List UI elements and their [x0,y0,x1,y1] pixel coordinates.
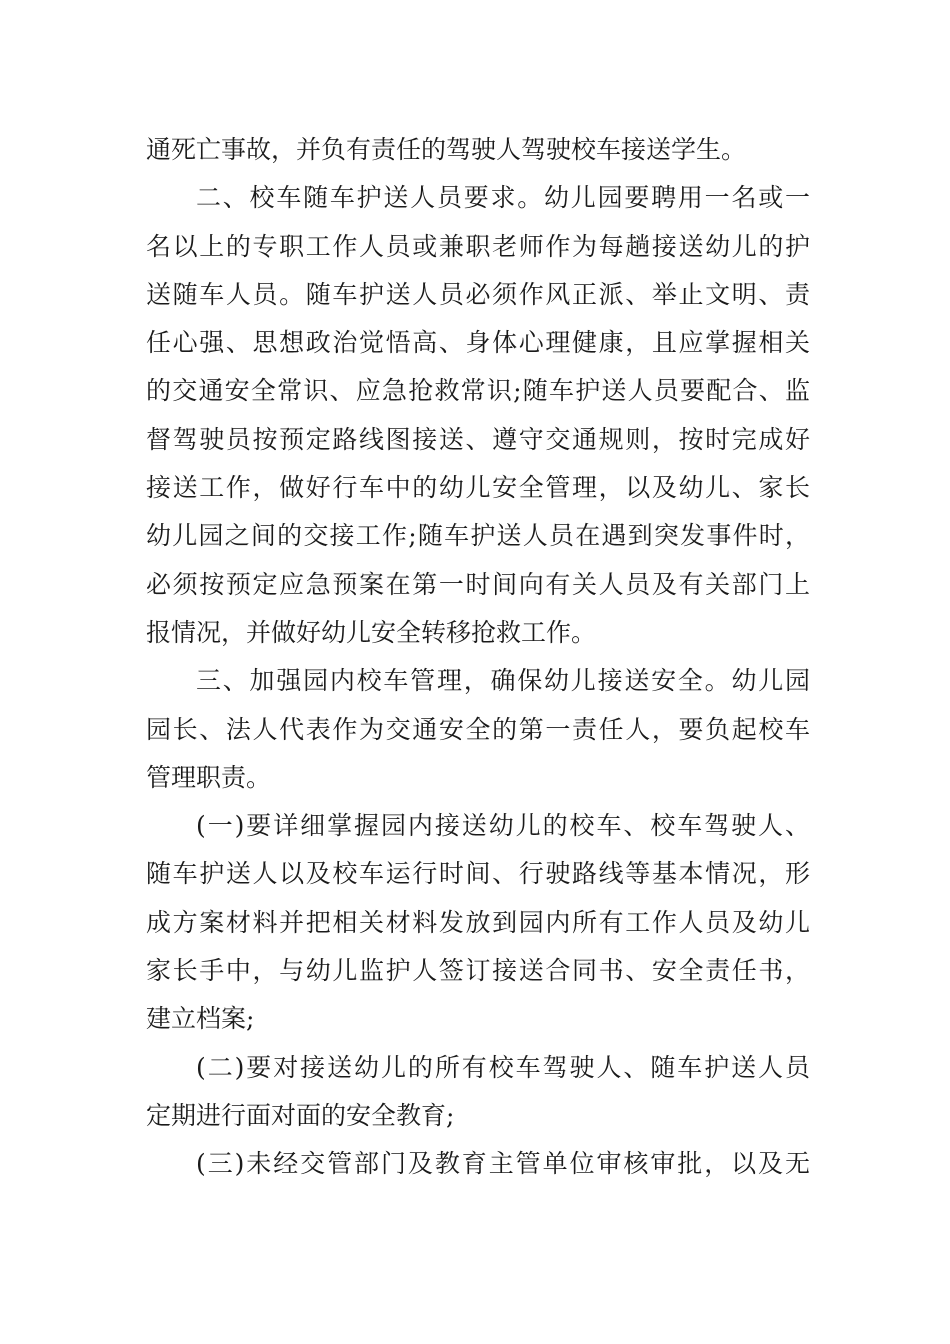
paragraph [146,1044,810,1141]
text-line: (一)要详细掌握园内接送幼儿的校车、校车驾驶人、 [196,811,810,841]
text-line: 三、加强园内校车管理，确保幼儿接送安全。幼儿园 [196,666,810,696]
text-line: 幼儿园之间的交接工作;随车护送人员在遇到突发事件时， [146,521,810,551]
text-line: 建立档案; [146,1004,255,1034]
text-line: 报情况，并做好幼儿安全转移抢救工作。 [146,617,597,647]
text-line: 名以上的专职工作人员或兼职老师作为每趟接送幼儿的护 [146,231,810,261]
text-line: 定期进行面对面的安全教育; [146,1100,455,1130]
paragraph [146,1140,810,1188]
text-line: (三)未经交管部门及教育主管单位审核审批，以及无 [196,1149,810,1179]
text-line: 任心强、思想政治觉悟高、身体心理健康，且应掌握相关 [146,328,810,358]
text-line: 督驾驶员按预定路线图接送、遵守交通规则，按时完成好 [146,424,810,454]
paragraph [146,802,810,1043]
paragraph [146,657,810,802]
document-body [146,126,810,1189]
text-line: 随车护送人以及校车运行时间、行驶路线等基本情况，形 [146,859,810,889]
text-line: 成方案材料并把相关材料发放到园内所有工作人员及幼儿 [146,907,810,937]
text-line: 二、校车随车护送人员要求。幼儿园要聘用一名或一 [196,183,810,213]
text-line: 管理职责。 [146,762,272,792]
paragraph [146,174,810,657]
text-line: 接送工作，做好行车中的幼儿安全管理，以及幼儿、家长 [146,473,810,503]
text-line: 必须按预定应急预案在第一时间向有关人员及有关部门上 [146,569,810,599]
text-line: 家长手中，与幼儿监护人签订接送合同书、安全责任书， [146,956,810,986]
text-line: 园长、法人代表作为交通安全的第一责任人，要负起校车 [146,714,810,744]
text-line: 通死亡事故，并负有责任的驾驶人驾驶校车接送学生。 [146,135,747,164]
text-line: (二)要对接送幼儿的所有校车驾驶人、随车护送人员 [196,1052,810,1082]
paragraph [146,126,810,174]
text-line: 送随车人员。随车护送人员必须作风正派、举止文明、责 [146,279,810,309]
text-line: 的交通安全常识、应急抢救常识;随车护送人员要配合、监 [146,376,810,406]
